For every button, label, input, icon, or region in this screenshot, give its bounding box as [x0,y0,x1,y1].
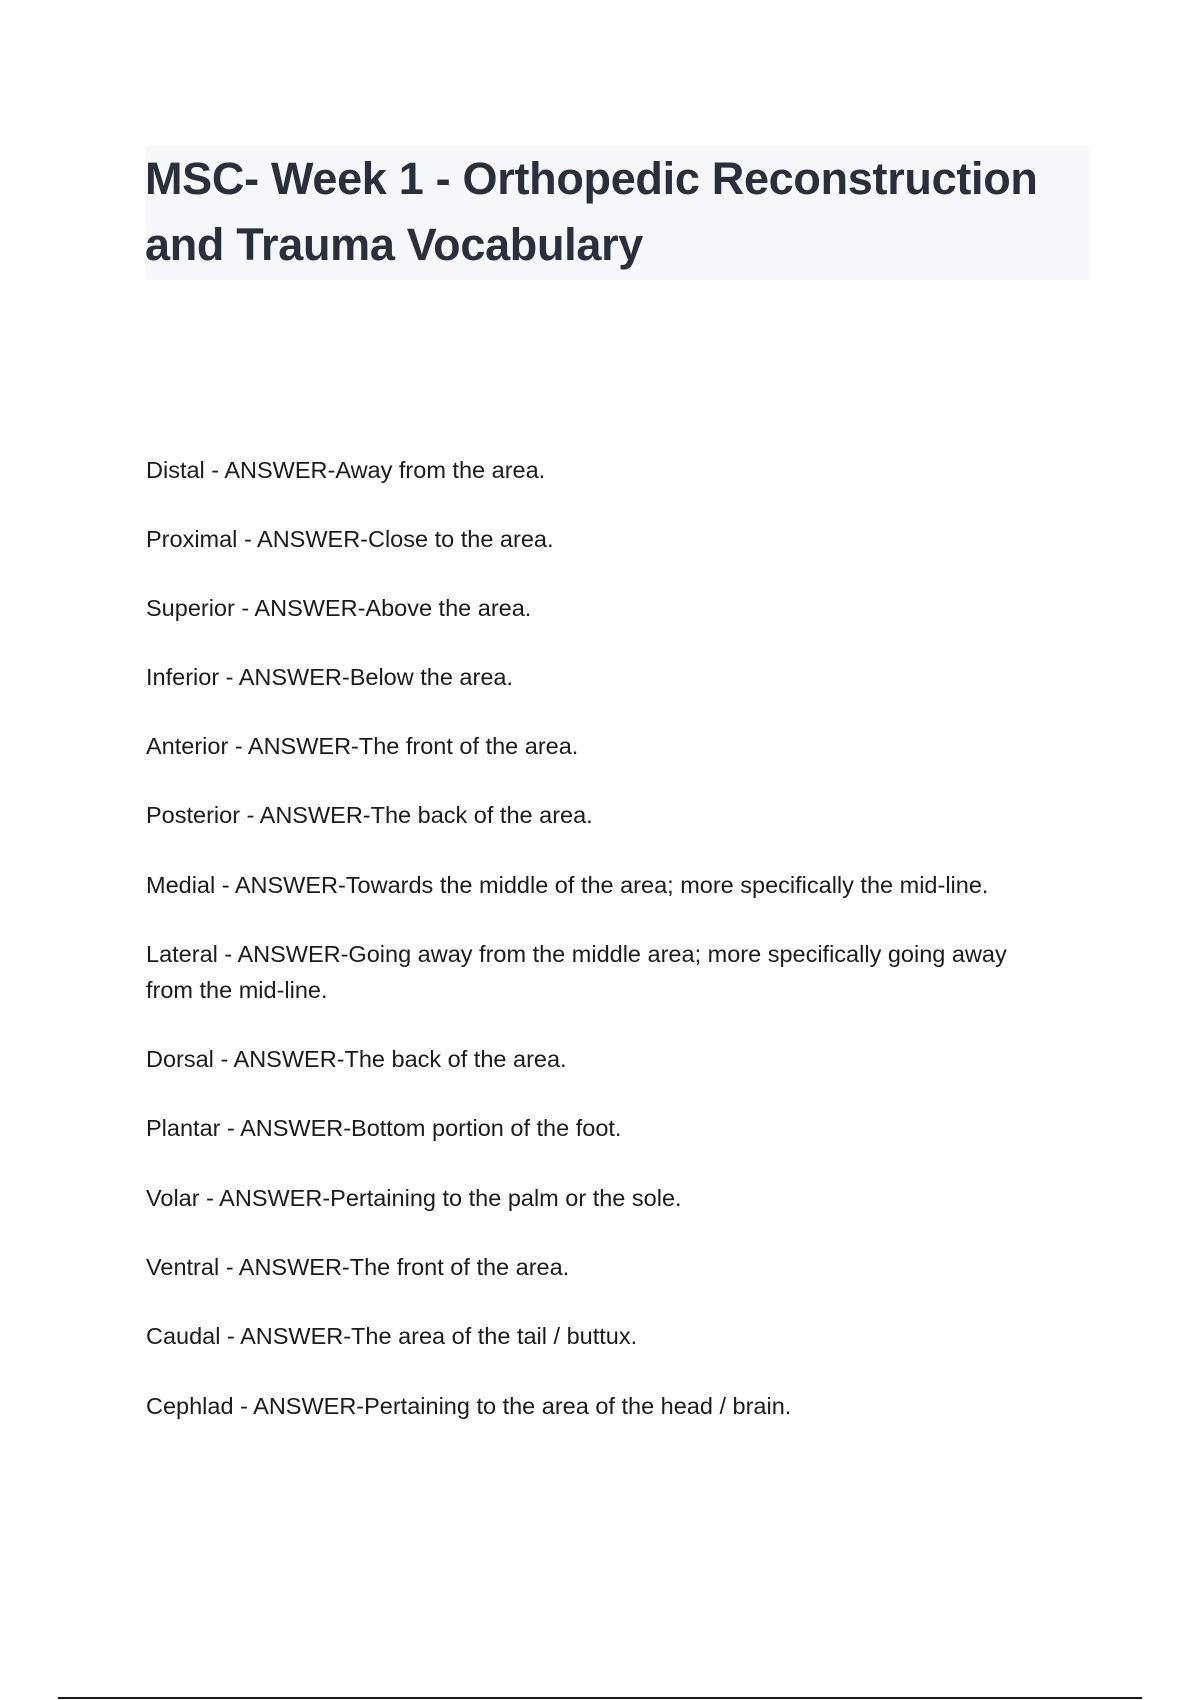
vocabulary-entry-cephlad [146,1388,791,1424]
entry-answer: ANSWER-The back of the area. [233,1046,567,1072]
entry-answer: ANSWER-Going away from the middle area; more specifically going away from the mid-line. [146,941,1007,1003]
entry-term: Inferior - [146,664,239,690]
entry-term: Superior - [146,595,254,621]
vocabulary-entry-anterior [146,728,578,764]
entry-term: Volar - [146,1185,219,1211]
entry-term: Cephlad - [146,1393,253,1419]
entry-term: Posterior - [146,802,260,828]
vocabulary-entry-lateral [146,936,1056,1008]
entry-term: Medial - [146,872,235,898]
entry-answer: ANSWER-The front of the area. [238,1254,570,1280]
entry-answer: ANSWER-Below the area. [238,664,514,690]
entry-answer: ANSWER-Away from the area. [224,457,546,483]
vocabulary-entry-volar [146,1180,682,1216]
vocabulary-entry-proximal [146,521,554,557]
vocabulary-entry-caudal [146,1318,637,1354]
entry-answer: ANSWER-Towards the middle of the area; more specifically the mid-line. [234,872,989,898]
vocabulary-entry-distal [146,452,545,488]
entry-term: Distal - [146,457,224,483]
entry-answer: ANSWER-Close to the area. [257,526,554,552]
entry-answer: ANSWER-Pertaining to the area of the head / brain. [253,1393,792,1419]
title-block [145,146,1089,280]
entry-term: Dorsal - [146,1046,234,1072]
vocabulary-entry-dorsal [146,1041,567,1077]
entry-answer: ANSWER-The area of the tail / buttux. [240,1323,638,1349]
entry-term: Plantar - [146,1115,240,1141]
vocabulary-entry-plantar [146,1110,621,1146]
entry-term: Anterior - [146,733,248,759]
entry-answer: ANSWER-Bottom portion of the foot. [240,1115,622,1141]
entry-term: Lateral - [146,941,237,967]
vocabulary-entry-medial [146,867,988,903]
vocabulary-entry-superior [146,590,531,626]
vocabulary-entry-posterior [146,797,593,833]
entry-term: Caudal - [146,1323,240,1349]
entry-answer: ANSWER-Above the area. [254,595,532,621]
entry-term: Ventral - [146,1254,239,1280]
vocabulary-entry-inferior [146,659,513,695]
entry-answer: ANSWER-Pertaining to the palm or the sole. [219,1185,682,1211]
entry-term: Proximal - [146,526,257,552]
entry-answer: ANSWER-The front of the area. [247,733,579,759]
entry-answer: ANSWER-The back of the area. [259,802,593,828]
document-title: MSC- Week 1 - Orthopedic Reconstruction and Trauma Vocabulary [145,153,1038,270]
vocabulary-entry-ventral [146,1249,569,1285]
page-bottom-rule [58,1697,1142,1699]
